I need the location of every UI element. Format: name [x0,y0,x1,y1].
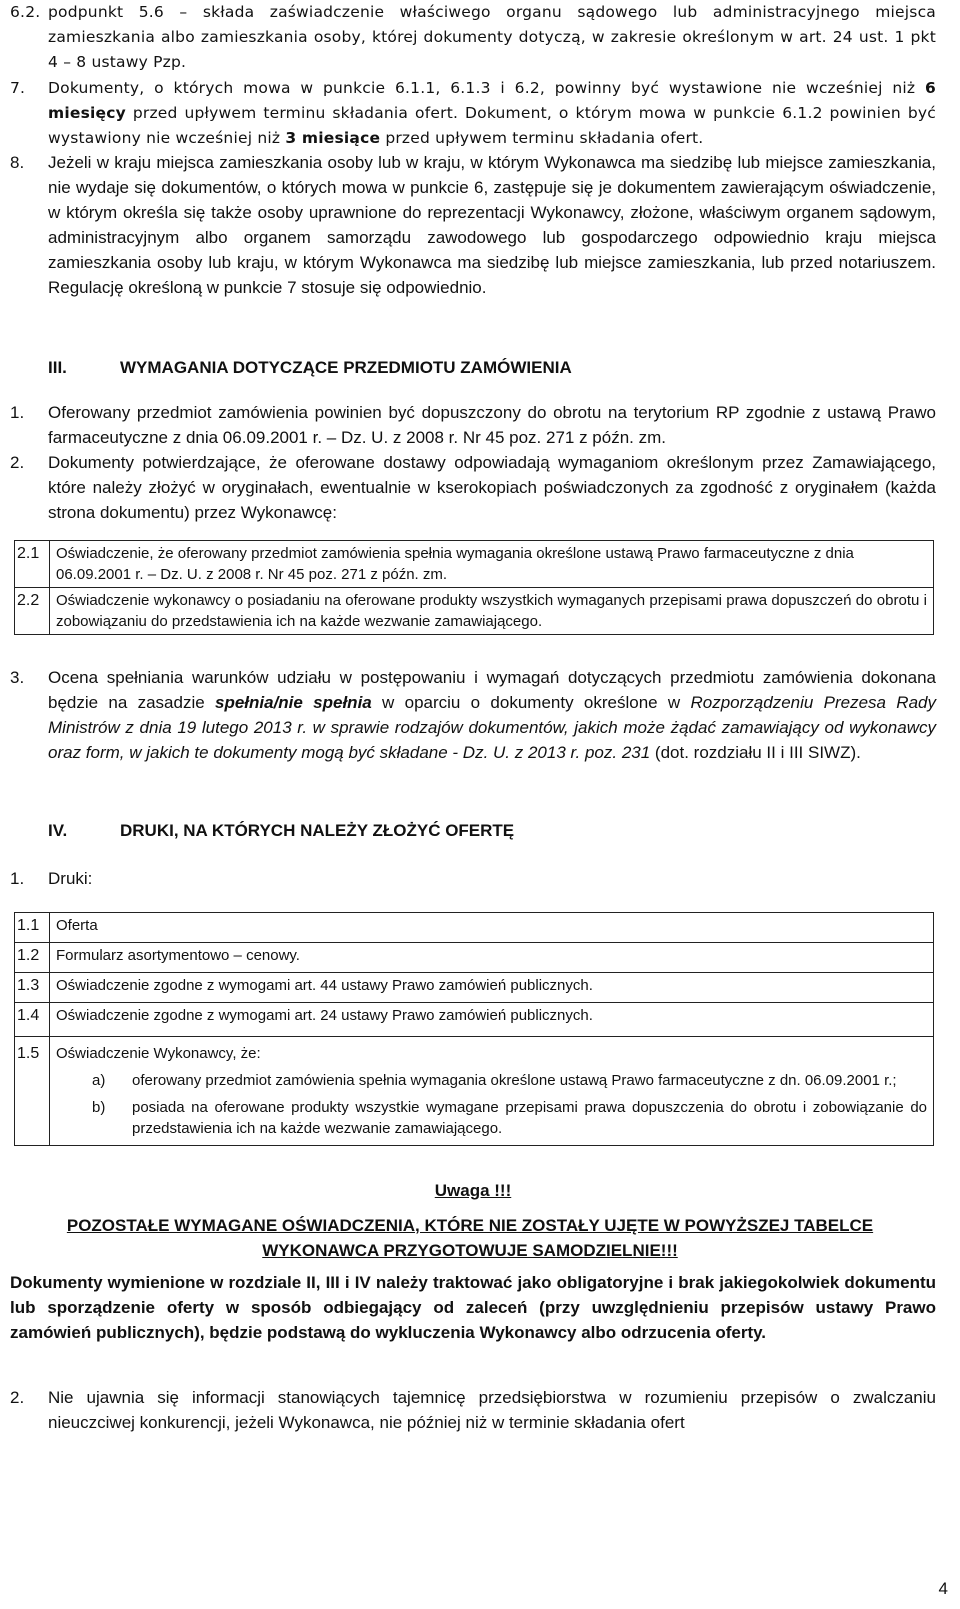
section-number: IV. [48,821,68,840]
paragraph-number: 2. [10,1388,25,1407]
row-number: 1.1 [15,913,50,943]
table-row [15,913,934,943]
table-row [15,1037,934,1146]
paragraph-text: Nie ujawnia się informacji stanowiących tajemnicę przedsiębiorstwa w rozumieniu przepisów o zwalczaniu nieuczciwej konkurencji, jeżeli Wykonawca, nie później niż w terminie składania ofert [48,1388,936,1432]
paragraph-number: 2. [10,453,25,472]
paragraph-8 [10,150,936,300]
row-text: Oferta [50,913,934,943]
row-number: 2.1 [15,541,50,588]
paragraph-number: 7. [10,79,26,97]
forms-table [14,912,934,1146]
paragraph-iii-2 [10,450,936,525]
paragraph-text: Jeżeli w kraju miejsca zamieszkania osoby lub w kraju, w którym Wykonawca ma siedzibę lub miejsce zamieszkania, nie wydaje się dokumentów, o których mowa w punkcie 6, zastępuje się je dokumentem zawierającym oświadczenie, w którym określa się także osoby uprawnione do reprezentacji Wykonawcy, złożone, właściwym organem sądowym, administracyjnym albo organem samorządu zawodowego lub gospodarczego odpowiednio kraju miejsca zamieszkania osoby lub kraju, w którym Wykonawca ma siedzibę lub miejsce zamieszkania, lub przed notariuszem. Regulację określoną w punkcie 7 stosuje się odpowiednio. [48,153,936,297]
paragraph-text: podpunkt 5.6 – składa zaświadczenie właściwego organu sądowego lub administracyjnego miejsca zamieszkania albo zamieszkania osoby, której dokumenty dotyczą, w zakresie określonym w art. 24 ust. 1 pkt 4 – 8 ustawy Pzp. [48,3,936,71]
list-item [56,1070,927,1091]
section-title: DRUKI, NA KTÓRYCH NALEŻY ZŁOŻYĆ OFERTĘ [120,821,515,840]
bold-6-months: 6 miesięcy [48,79,936,122]
paragraph-number: 6.2. [10,3,41,21]
paragraph-text: Dokumenty, o których mowa w punkcie 6.1.1, 6.1.3 i 6.2, powinny być wystawione nie wcześniej niż 6 miesięcy przed upływem terminu składania ofert. Dokument, o którym mowa w punkcie 6.1.2 powinien być wystawiony nie wcześniej niż 3 miesiące przed upływem terminu składania ofert. [48,79,936,147]
paragraph-iv-2 [10,1385,936,1435]
row-text: Oświadczenie zgodne z wymogami art. 24 ustawy Prawo zamówień publicznych. [50,1003,934,1037]
row-text: Oświadczenie Wykonawcy, że: [56,1045,261,1062]
warning-heading: Uwaga !!! [434,1181,512,1200]
paragraph-7 [10,76,936,151]
paragraph-number: 8. [10,153,25,172]
row-number: 1.5 [15,1037,50,1146]
bold-3-months: 3 miesiące [285,129,381,147]
row-text: Oświadczenie wykonawcy o posiadaniu na oferowane produkty wszystkich wymaganych przepisami prawa dopuszczeń do obrotu i zobowiązaniu do przedstawienia ich na każde wezwanie zamawiającego. [50,588,934,635]
regulation-reference: Rozporządzeniu Prezesa Rady Ministrów z dnia 19 lutego 2013 r. w sprawie rodzajów dokumentów, jakich może żądać zamawiający od wykonawcy oraz form, w jakich te dokumenty mogą być składane - Dz. U. z 2013 r. poz. 231 [48,693,936,762]
item-label: a) [92,1072,106,1089]
paragraph-text: Ocena spełniania warunków udziału w postępowaniu i wymagań dotyczących przedmiotu zamówienia dokonana będzie na zasadzie spełnia/nie spełnia w oparciu o dokumenty określone w Rozporządzeniu Prezesa Rady Ministrów z dnia 19 lutego 2013 r. w sprawie rodzajów dokumentów, jakich może żądać zamawiający od wykonawcy oraz form, w jakich te dokumenty mogą być składane - Dz. U. z 2013 r. poz. 231 (dot. rozdziału II i III SIWZ). [48,668,936,762]
paragraph-iii-1 [10,400,936,450]
row-text: Oświadczenie, że oferowany przedmiot zamówienia spełnia wymagania określone ustawą Prawo farmaceutyczne z dnia 06.09.2001 r. – Dz. U. z 2008 r. Nr 45 poz. 271 z późn. zm. [50,541,934,588]
list-item [56,1097,927,1139]
paragraph-number: 1. [10,403,25,422]
row-number: 2.2 [15,588,50,635]
row-number: 1.4 [15,1003,50,1037]
item-label: b) [92,1099,106,1116]
table-row [15,943,934,973]
item-text: oferowany przedmiot zamówienia spełnia wymagania określone ustawą Prawo farmaceutyczne z dn. 06.09.2001 r.; [132,1072,897,1089]
paragraph-text: Oferowany przedmiot zamówienia powinien być dopuszczony do obrotu na terytorium RP zgodnie z ustawą Prawo farmaceutyczne z dnia 06.09.2001 r. – Dz. U. z 2008 r. Nr 45 poz. 271 z późn. zm. [48,403,936,447]
section-title: WYMAGANIA DOTYCZĄCE PRZEDMIOTU ZAMÓWIENIA [120,358,572,377]
item-text: posiada na oferowane produkty wszystkie wymagane przepisami prawa dopuszczenia do obrotu i zobowiązanie do przedstawienia ich na każde wezwanie zamawiającego. [132,1099,927,1137]
table-row [15,541,934,588]
additional-statements-note: POZOSTAŁE WYMAGANE OŚWIADCZENIA, KTÓRE NIE ZOSTAŁY UJĘTE W POWYŻSZEJ TABELCE WYKONAWCA PRZYGOTOWUJE SAMODZIELNIE!!! [66,1216,874,1260]
row-text: Formularz asortymentowo – cenowy. [50,943,934,973]
paragraph-iii-3 [10,665,936,765]
table-row [15,973,934,1003]
table-row [15,588,934,635]
obligatory-notice: Dokumenty wymienione w rozdziale II, III i IV należy traktować jako obligatoryjne i brak jakiegokolwiek dokumentu lub sporządzenie oferty w sposób odbiegający od zaleceń (przy uwzględnieniu przepisów ustawy Prawo zamówień publicznych), będzie podstawą do wykluczenia Wykonawcy albo odrzucenia oferty. [10,1273,936,1342]
row-content [50,1037,934,1146]
row-number: 1.3 [15,973,50,1003]
requirements-table [14,540,934,635]
paragraph-number: 3. [10,668,25,687]
row-text: Oświadczenie zgodne z wymogami art. 44 ustawy Prawo zamówień publicznych. [50,973,934,1003]
table-row [15,1003,934,1037]
paragraph-text: Dokumenty potwierdzające, że oferowane dostawy odpowiadają wymaganiom określonym przez Zamawiającego, które należy złożyć w oryginałach, ewentualnie w kserokopiach poświadczonych za zgodność z oryginałem (każda strona dokumentu) przez Wykonawcę: [48,453,936,522]
paragraph-number: 1. [10,869,25,888]
bold-italic-criterion: spełnia/nie spełnia [215,693,372,712]
page-number: 4 [938,1579,948,1598]
section-number: III. [48,358,67,377]
druki-text: Druki: [48,869,93,888]
paragraph-6-2 [10,0,936,75]
row-number: 1.2 [15,943,50,973]
